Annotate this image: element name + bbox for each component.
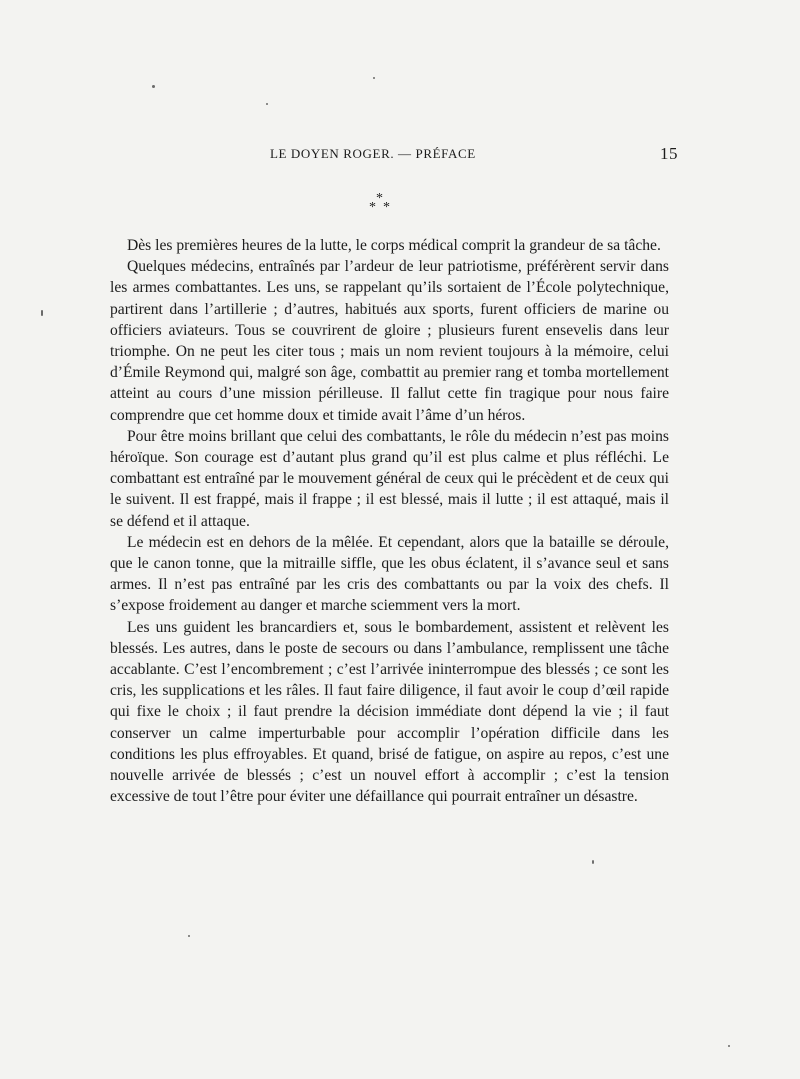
asterism-separator <box>366 192 396 222</box>
paper-speck <box>373 77 375 79</box>
paragraph: Pour être moins brillant que celui des combattants, le rôle du médecin n’est pas moins héroïque. Son courage est d’autant plus grand qu’il est plus calme et plus réfléchi. Le combattant est entraîné par le mouvement général de ceux qui le précèdent et de ceux qui le suivent. Il est frappé, mais il frappe ; il est blessé, mais il lutte ; il est attaqué, mais il se défend et il attaque. <box>110 427 669 530</box>
asterisk-left: * <box>369 200 376 215</box>
asterisk-right: * <box>383 200 390 215</box>
paper-speck <box>592 860 594 864</box>
asterisk-top: * <box>376 191 383 206</box>
paragraph: Les uns guident les brancardiers et, sous le bombardement, assistent et relèvent les blessés. Les autres, dans le poste de secours ou dans l’ambulance, remplissent une tâche accablante. C’est l’encombrement ; c’est l’arrivée ininterrompue des blessés ; ce sont les cris, les supplications et les râles. Il faut faire diligence, il faut avoir le coup d’œil rapide qui fixe le choix ; il faut prendre la décision immédiate dont dépend la vie ; il faut conserver un calme imperturbable pour accomplir l’opération difficile dans les conditions les plus effroyables. Et quand, brisé de fatigue, on aspire au repos, c’est une nouvelle arrivée de blessés ; c’est un nouvel effort à accomplir ; c’est la tension excessive de tout l’être pour éviter une défaillance qui pourrait entraîner un désastre. <box>110 618 669 806</box>
paper-speck <box>728 1045 730 1047</box>
page-number: 15 <box>660 144 678 163</box>
running-title: LE DOYEN ROGER. — PRÉFACE <box>270 146 476 161</box>
paper-speck <box>266 103 268 105</box>
paper-speck <box>188 935 190 937</box>
paragraph: Dès les premières heures de la lutte, le corps médical comprit la grandeur de sa tâche. <box>127 237 661 254</box>
paper-speck <box>152 85 155 88</box>
body-text <box>110 235 669 807</box>
paper-speck <box>41 310 43 316</box>
paragraph: Quelques médecins, entraînés par l’ardeur de leur patriotisme, préférèrent servir dans les armes combattantes. Les uns, se rappelant qu’ils sortaient de l’École polytechnique, partirent dans l’artillerie ; d’autres, habitués aux sports, furent officiers de marine ou officiers aviateurs. Tous se couvrirent de gloire ; plusieurs furent ensevelis dans leur triomphe. On ne peut les citer tous ; mais un nom revient toujours à la mémoire, celui d’Émile Reymond qui, malgré son âge, combattit au premier rang et tomba mortellement atteint au cours d’une mission périlleuse. Il fallut cette fin tragique pour nous faire comprendre que cet homme doux et timide avait l’âme d’un héros. <box>110 258 669 424</box>
paragraph: Le médecin est en dehors de la mêlée. Et cependant, alors que la bataille se déroule, que le canon tonne, que la mitraille siffle, que les obus éclatent, il s’avance seul et sans armes. Il n’est pas entraîné par les cris des combattants ou par la voix des chefs. Il s’expose froidement au danger et marche sciemment vers la mort. <box>110 533 669 615</box>
running-head <box>110 146 678 166</box>
